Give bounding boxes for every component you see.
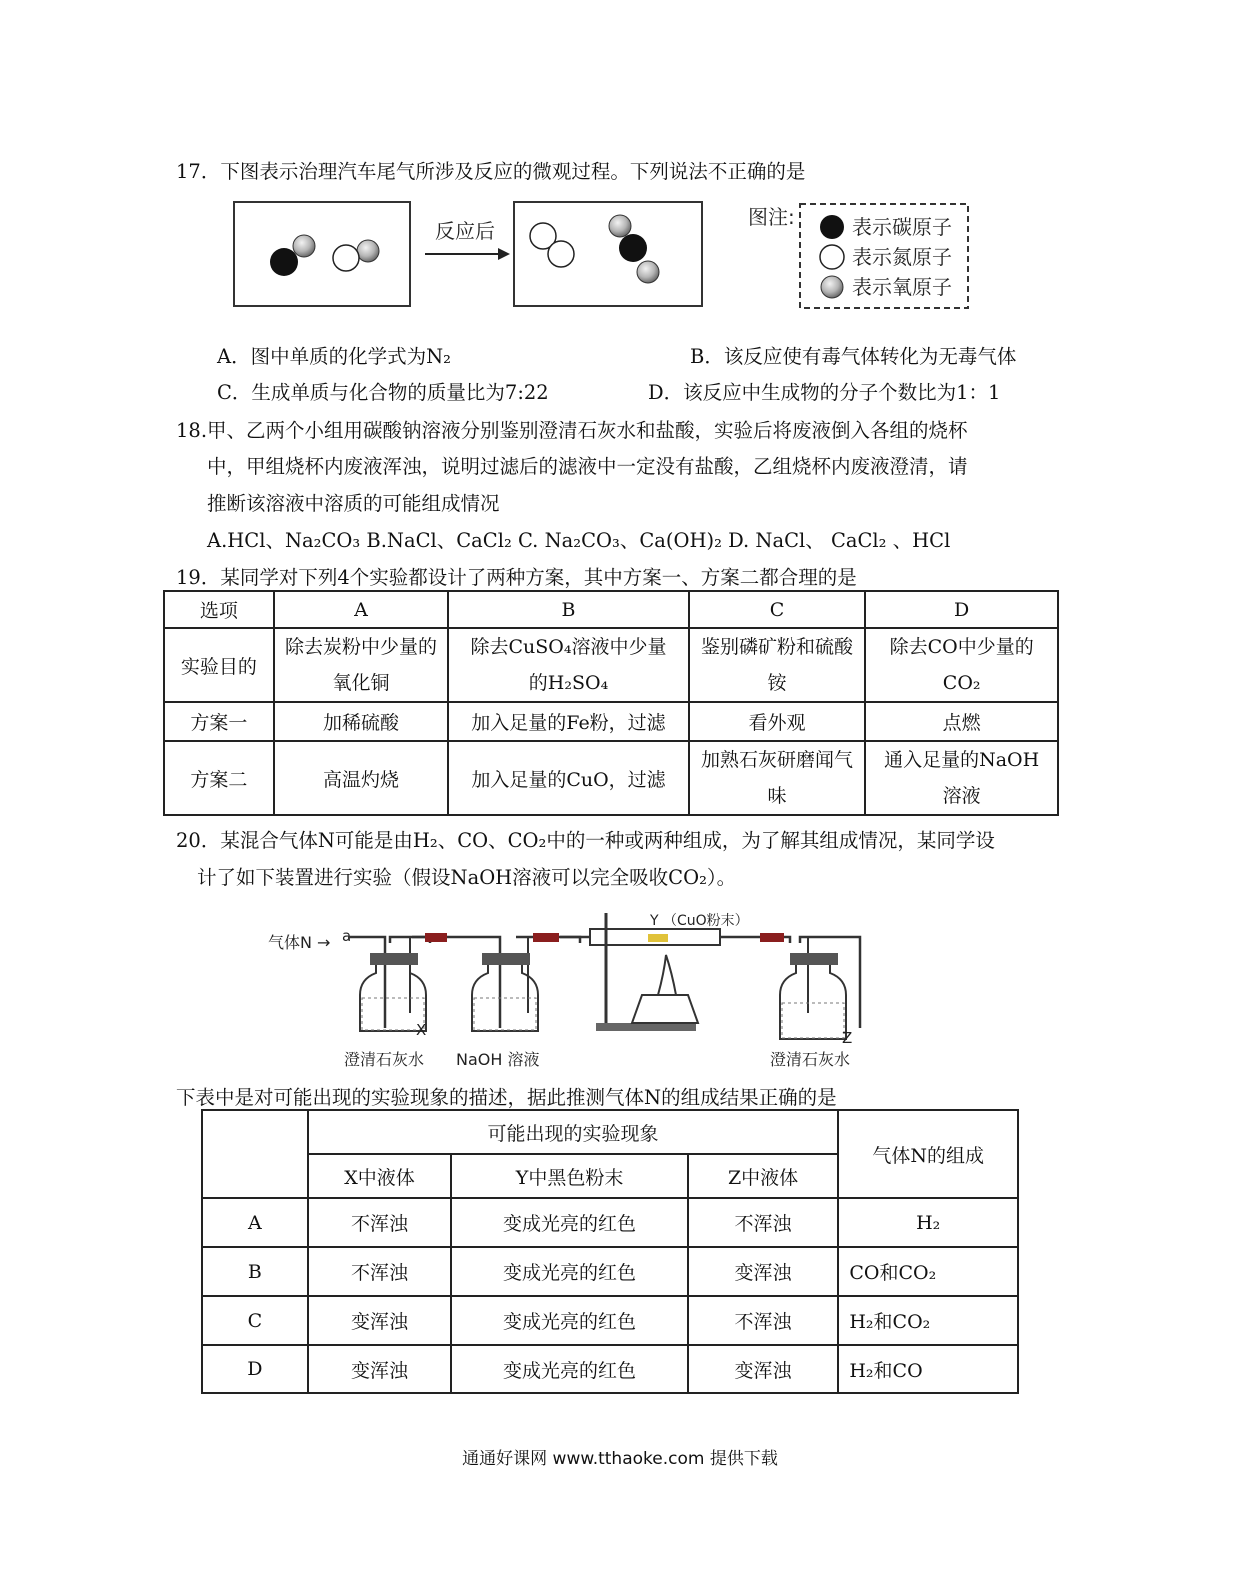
label-z: Z [842, 1029, 853, 1047]
q19-table [163, 590, 1059, 816]
y-label: Y （CuO粉末） [650, 913, 749, 929]
table-cell: 除去CO中少量的CO₂ [865, 628, 1058, 702]
bottle1-label: 澄清石灰水 [344, 1050, 425, 1069]
composition-header: 气体N的组成 [838, 1110, 1018, 1198]
q19-header-b: B [448, 591, 689, 628]
after-box [514, 202, 702, 306]
table-cell: 变浑浊 [688, 1345, 839, 1393]
q19-header-d: D [865, 591, 1058, 628]
oxygen-atom [609, 215, 631, 237]
q19-header-c: C [689, 591, 866, 628]
x-liquid-header: X中液体 [308, 1154, 452, 1198]
rubber-connector [533, 933, 559, 942]
row-label: 方案二 [164, 741, 274, 815]
table-cell: H₂和CO₂ [838, 1296, 1018, 1345]
carbon-atom [270, 248, 298, 276]
rubber-connector [760, 933, 784, 942]
oxygen-atom [293, 235, 315, 257]
q20-table [201, 1109, 1019, 1394]
table-cell: 加熟石灰研磨闻气味 [689, 741, 866, 815]
q17-option-d[interactable]: D．该反应中生成物的分子个数比为1：1 [648, 381, 1001, 404]
phenomena-header: 可能出现的实验现象 [308, 1110, 839, 1154]
table-cell: 变成光亮的红色 [451, 1198, 687, 1247]
table-cell: 通入足量的NaOH溶液 [865, 741, 1058, 815]
legend-title: 图注: [748, 205, 795, 229]
q19-stem: 19．某同学对下列4个实验都设计了两种方案，其中方案一、方案二都合理的是 [176, 566, 857, 589]
oxygen-legend-icon [821, 276, 843, 298]
q19-header-option: 选项 [164, 591, 274, 628]
nitrogen-atom [548, 241, 574, 267]
table-cell: 变浑浊 [308, 1345, 452, 1393]
table-cell: 除去CuSO₄溶液中少量的H₂SO₄ [448, 628, 689, 702]
table-cell: H₂和CO [838, 1345, 1018, 1393]
legend-oxygen: 表示氧原子 [852, 275, 952, 299]
q18-line1: 18.甲、乙两个小组用碳酸钠溶液分别鉴别澄清石灰水和盐酸，实验后将废液倒入各组的烧杯 [176, 419, 968, 442]
table-cell: 不浑浊 [308, 1247, 452, 1296]
table-cell: 不浑浊 [308, 1198, 452, 1247]
carbon-atom [619, 234, 647, 262]
q17-molecule-diagram [230, 196, 990, 316]
table-cell: H₂ [838, 1198, 1018, 1247]
q18-options[interactable]: A.HCl、Na₂CO₃ B.NaCl、CaCl₂ C. Na₂CO₃、Ca(OH)₂ D. NaCl、 CaCl₂ 、HCl [207, 529, 951, 552]
before-box [234, 202, 410, 306]
q17-stem: 17．下图表示治理汽车尾气所涉及反应的微观过程。下列说法不正确的是 [176, 160, 806, 183]
q17-option-a[interactable]: A．图中单质的化学式为N₂ [217, 345, 451, 368]
row-label: 方案一 [164, 702, 274, 741]
z-liquid-header: Z中液体 [688, 1154, 839, 1198]
q20-line1: 20．某混合气体N可能是由H₂、CO、CO₂中的一种或两种组成，为了解其组成情况，某同学设 [176, 829, 995, 852]
legend-carbon: 表示碳原子 [852, 215, 952, 239]
bottle-x [360, 953, 426, 1031]
option-c[interactable]: C [202, 1296, 308, 1345]
q19-header-a: A [274, 591, 449, 628]
table-cell: 鉴别磷矿粉和硫酸铵 [689, 628, 866, 702]
table-cell: 变浑浊 [308, 1296, 452, 1345]
table-cell: CO和CO₂ [838, 1247, 1018, 1296]
bottle3-label: 澄清石灰水 [770, 1050, 851, 1069]
table-cell: 加入足量的Fe粉，过滤 [448, 702, 689, 741]
rubber-connector [425, 933, 447, 942]
y-powder-header: Y中黑色粉末 [451, 1154, 687, 1198]
q18-line2: 中，甲组烧杯内废液浑浊，说明过滤后的滤液中一定没有盐酸，乙组烧杯内废液澄清，请 [207, 455, 968, 478]
nitrogen-legend-icon [820, 245, 844, 269]
bottle2-label: NaOH 溶液 [456, 1050, 540, 1069]
table-cell: 不浑浊 [688, 1198, 839, 1247]
oxygen-atom [357, 240, 379, 262]
q20-line2: 计了如下装置进行实验（假设NaOH溶液可以完全吸收CO₂）。 [197, 866, 737, 889]
table-cell: 点燃 [865, 702, 1058, 741]
table-cell: 变成光亮的红色 [451, 1247, 687, 1296]
table-cell: 变成光亮的红色 [451, 1345, 687, 1393]
table-cell: 变成光亮的红色 [451, 1296, 687, 1345]
row-label: 实验目的 [164, 628, 274, 702]
table-cell: 高温灼烧 [274, 741, 449, 815]
option-a[interactable]: A [202, 1198, 308, 1247]
port-a-label: a [342, 927, 352, 945]
arrow-label: 反应后 [435, 219, 495, 243]
table-cell: 除去炭粉中少量的氧化铜 [274, 628, 449, 702]
legend-nitrogen: 表示氮原子 [852, 245, 952, 269]
table-cell: 不浑浊 [688, 1296, 839, 1345]
empty-header-cell [202, 1110, 308, 1198]
q17-option-b[interactable]: B．该反应使有毒气体转化为无毒气体 [690, 345, 1017, 368]
page-footer: 通通好课网 www.tthaoke.com 提供下载 [462, 1449, 778, 1469]
bottle-z [780, 953, 846, 1039]
q20-intro: 下表中是对可能出现的实验现象的描述，据此推测气体N的组成结果正确的是 [176, 1086, 837, 1109]
alcohol-lamp [632, 995, 698, 1023]
table-cell: 加入足量的CuO，过滤 [448, 741, 689, 815]
label-x: X [416, 1021, 427, 1039]
table-cell: 加稀硫酸 [274, 702, 449, 741]
oxygen-atom [637, 261, 659, 283]
q17-option-c[interactable]: C．生成单质与化合物的质量比为7:22 [217, 381, 549, 404]
table-cell: 变浑浊 [688, 1247, 839, 1296]
nitrogen-atom [333, 245, 359, 271]
q20-apparatus-diagram [260, 903, 880, 1075]
q18-line3: 推断该溶液中溶质的可能组成情况 [207, 492, 500, 515]
option-d[interactable]: D [202, 1345, 308, 1393]
table-cell: 看外观 [689, 702, 866, 741]
carbon-legend-icon [820, 215, 844, 239]
option-b[interactable]: B [202, 1247, 308, 1296]
gas-inlet-label: 气体N → [268, 933, 331, 952]
